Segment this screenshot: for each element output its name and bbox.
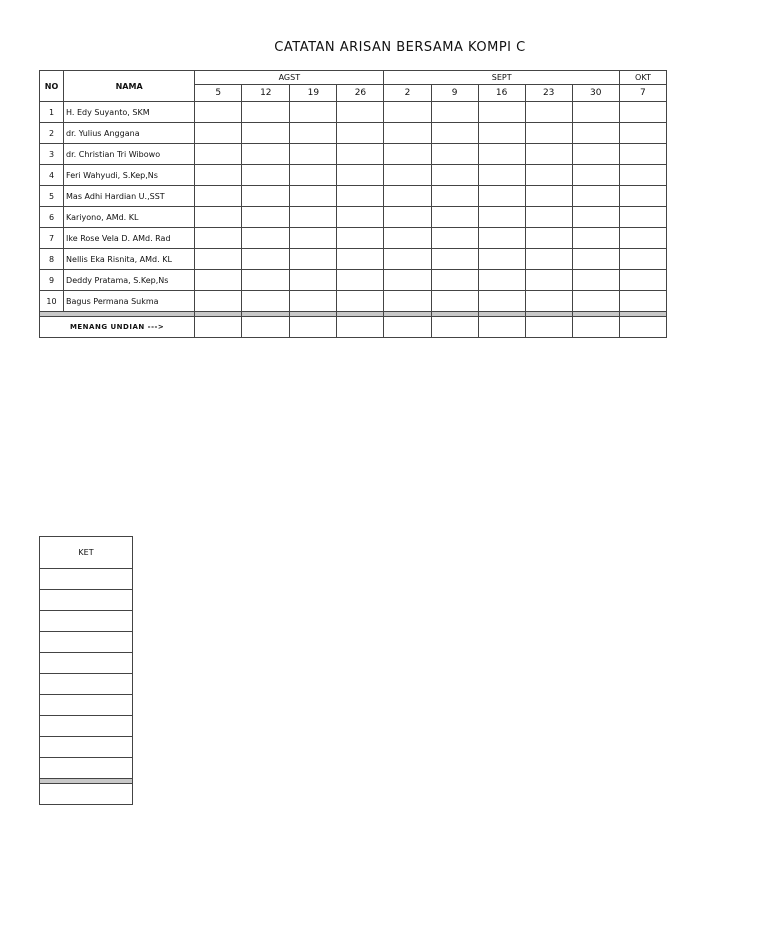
payment-cell[interactable] bbox=[619, 270, 666, 291]
payment-cell[interactable] bbox=[242, 207, 290, 228]
payment-cell[interactable] bbox=[337, 144, 384, 165]
payment-cell[interactable] bbox=[431, 249, 478, 270]
column-header-no: NO bbox=[40, 71, 64, 102]
winner-cell[interactable] bbox=[478, 317, 525, 338]
payment-cell[interactable] bbox=[290, 102, 337, 123]
ket-row bbox=[40, 737, 133, 758]
member-name: dr. Yulius Anggana bbox=[64, 123, 195, 144]
date-header: 5 bbox=[195, 85, 242, 102]
payment-cell[interactable] bbox=[478, 207, 525, 228]
payment-cell[interactable] bbox=[572, 249, 619, 270]
ket-cell[interactable] bbox=[40, 716, 133, 737]
payment-cell[interactable] bbox=[478, 270, 525, 291]
payment-cell[interactable] bbox=[195, 270, 242, 291]
payment-cell[interactable] bbox=[242, 123, 290, 144]
row-number: 2 bbox=[40, 123, 64, 144]
date-header: 26 bbox=[337, 85, 384, 102]
payment-cell[interactable] bbox=[195, 249, 242, 270]
payment-cell[interactable] bbox=[619, 207, 666, 228]
payment-cell[interactable] bbox=[619, 186, 666, 207]
payment-cell[interactable] bbox=[478, 123, 525, 144]
ket-row bbox=[40, 569, 133, 590]
table-row bbox=[40, 207, 667, 228]
payment-cell[interactable] bbox=[431, 186, 478, 207]
payment-cell[interactable] bbox=[525, 291, 572, 312]
payment-cell[interactable] bbox=[572, 228, 619, 249]
payment-cell[interactable] bbox=[242, 270, 290, 291]
payment-cell[interactable] bbox=[384, 207, 431, 228]
payment-cell[interactable] bbox=[242, 291, 290, 312]
member-name: Ike Rose Vela D. AMd. Rad bbox=[64, 228, 195, 249]
ket-row bbox=[40, 653, 133, 674]
payment-cell[interactable] bbox=[337, 270, 384, 291]
ket-cell[interactable] bbox=[40, 784, 133, 805]
row-number: 6 bbox=[40, 207, 64, 228]
winner-cell[interactable] bbox=[195, 317, 242, 338]
ket-row bbox=[40, 716, 133, 737]
ket-cell[interactable] bbox=[40, 674, 133, 695]
month-header: OKT bbox=[619, 71, 666, 85]
column-header-nama: NAMA bbox=[64, 71, 195, 102]
ket-cell[interactable] bbox=[40, 632, 133, 653]
winner-cell[interactable] bbox=[337, 317, 384, 338]
payment-cell[interactable] bbox=[478, 144, 525, 165]
payment-cell[interactable] bbox=[290, 123, 337, 144]
payment-cell[interactable] bbox=[619, 249, 666, 270]
payment-cell[interactable] bbox=[525, 249, 572, 270]
ket-cell[interactable] bbox=[40, 569, 133, 590]
ket-row bbox=[40, 784, 133, 805]
table-row bbox=[40, 144, 667, 165]
payment-cell[interactable] bbox=[525, 186, 572, 207]
table-row bbox=[40, 102, 667, 123]
ket-cell[interactable] bbox=[40, 590, 133, 611]
ket-cell[interactable] bbox=[40, 611, 133, 632]
payment-cell[interactable] bbox=[525, 102, 572, 123]
date-header: 19 bbox=[290, 85, 337, 102]
table-row bbox=[40, 228, 667, 249]
payment-cell[interactable] bbox=[195, 102, 242, 123]
payment-cell[interactable] bbox=[337, 102, 384, 123]
payment-cell[interactable] bbox=[384, 249, 431, 270]
payment-cell[interactable] bbox=[478, 102, 525, 123]
payment-cell[interactable] bbox=[431, 123, 478, 144]
payment-cell[interactable] bbox=[290, 186, 337, 207]
payment-cell[interactable] bbox=[572, 123, 619, 144]
payment-cell[interactable] bbox=[337, 165, 384, 186]
winner-cell[interactable] bbox=[242, 317, 290, 338]
row-number: 4 bbox=[40, 165, 64, 186]
row-number: 8 bbox=[40, 249, 64, 270]
payment-cell[interactable] bbox=[431, 102, 478, 123]
row-number: 10 bbox=[40, 291, 64, 312]
payment-cell[interactable] bbox=[384, 270, 431, 291]
member-name: Nellis Eka Risnita, AMd. KL bbox=[64, 249, 195, 270]
payment-cell[interactable] bbox=[337, 207, 384, 228]
member-name: Deddy Pratama, S.Kep,Ns bbox=[64, 270, 195, 291]
payment-cell[interactable] bbox=[619, 165, 666, 186]
winner-cell[interactable] bbox=[572, 317, 619, 338]
payment-cell[interactable] bbox=[290, 165, 337, 186]
payment-cell[interactable] bbox=[619, 291, 666, 312]
winner-cell[interactable] bbox=[384, 317, 431, 338]
winner-row bbox=[40, 317, 667, 338]
row-number: 9 bbox=[40, 270, 64, 291]
table-row bbox=[40, 123, 667, 144]
date-header: 9 bbox=[431, 85, 478, 102]
table-row bbox=[40, 165, 667, 186]
month-header: SEPT bbox=[384, 71, 619, 85]
payment-cell[interactable] bbox=[619, 123, 666, 144]
page-title: CATATAN ARISAN BERSAMA KOMPI C bbox=[274, 40, 526, 55]
payment-cell[interactable] bbox=[525, 123, 572, 144]
payment-cell[interactable] bbox=[337, 228, 384, 249]
date-header: 30 bbox=[572, 85, 619, 102]
payment-cell[interactable] bbox=[195, 123, 242, 144]
ket-row bbox=[40, 632, 133, 653]
payment-cell[interactable] bbox=[572, 270, 619, 291]
payment-cell[interactable] bbox=[478, 291, 525, 312]
payment-cell[interactable] bbox=[290, 144, 337, 165]
row-number: 5 bbox=[40, 186, 64, 207]
ket-cell[interactable] bbox=[40, 758, 133, 779]
payment-cell[interactable] bbox=[431, 207, 478, 228]
payment-cell[interactable] bbox=[431, 270, 478, 291]
ket-row bbox=[40, 590, 133, 611]
payment-cell[interactable] bbox=[384, 144, 431, 165]
payment-cell[interactable] bbox=[337, 291, 384, 312]
payment-cell[interactable] bbox=[572, 207, 619, 228]
payment-cell[interactable] bbox=[478, 186, 525, 207]
payment-cell[interactable] bbox=[525, 144, 572, 165]
payment-cell[interactable] bbox=[195, 186, 242, 207]
ket-row bbox=[40, 611, 133, 632]
payment-cell[interactable] bbox=[195, 228, 242, 249]
row-number: 1 bbox=[40, 102, 64, 123]
payment-cell[interactable] bbox=[619, 228, 666, 249]
payment-cell[interactable] bbox=[384, 165, 431, 186]
member-name: H. Edy Suyanto, SKM bbox=[64, 102, 195, 123]
table-row bbox=[40, 291, 667, 312]
ket-row bbox=[40, 758, 133, 779]
payment-cell[interactable] bbox=[572, 291, 619, 312]
payment-cell[interactable] bbox=[242, 186, 290, 207]
payment-cell[interactable] bbox=[195, 144, 242, 165]
date-header: 7 bbox=[619, 85, 666, 102]
payment-cell[interactable] bbox=[337, 186, 384, 207]
payment-cell[interactable] bbox=[242, 249, 290, 270]
payment-cell[interactable] bbox=[242, 165, 290, 186]
ket-row bbox=[40, 674, 133, 695]
payment-cell[interactable] bbox=[337, 123, 384, 144]
winner-cell[interactable] bbox=[619, 317, 666, 338]
payment-cell[interactable] bbox=[337, 249, 384, 270]
payment-cell[interactable] bbox=[384, 102, 431, 123]
member-name: dr. Christian Tri Wibowo bbox=[64, 144, 195, 165]
winner-label: MENANG UNDIAN ---> bbox=[40, 317, 195, 338]
payment-cell[interactable] bbox=[525, 207, 572, 228]
payment-cell[interactable] bbox=[525, 165, 572, 186]
payment-cell[interactable] bbox=[431, 144, 478, 165]
ket-cell[interactable] bbox=[40, 695, 133, 716]
table-row bbox=[40, 186, 667, 207]
member-name: Kariyono, AMd. KL bbox=[64, 207, 195, 228]
payment-cell[interactable] bbox=[572, 165, 619, 186]
payment-cell[interactable] bbox=[384, 228, 431, 249]
payment-cell[interactable] bbox=[384, 123, 431, 144]
payment-cell[interactable] bbox=[572, 186, 619, 207]
date-header: 12 bbox=[242, 85, 290, 102]
member-name: Bagus Permana Sukma bbox=[64, 291, 195, 312]
row-number: 7 bbox=[40, 228, 64, 249]
ket-table bbox=[39, 536, 133, 805]
payment-cell[interactable] bbox=[619, 102, 666, 123]
payment-cell[interactable] bbox=[431, 228, 478, 249]
payment-cell[interactable] bbox=[290, 270, 337, 291]
payment-cell[interactable] bbox=[290, 228, 337, 249]
payment-cell[interactable] bbox=[431, 165, 478, 186]
payment-cell[interactable] bbox=[431, 291, 478, 312]
date-header: 16 bbox=[478, 85, 525, 102]
table-row bbox=[40, 249, 667, 270]
payment-cell[interactable] bbox=[619, 144, 666, 165]
payment-cell[interactable] bbox=[242, 102, 290, 123]
payment-cell[interactable] bbox=[195, 165, 242, 186]
member-name: Feri Wahyudi, S.Kep,Ns bbox=[64, 165, 195, 186]
payment-cell[interactable] bbox=[242, 228, 290, 249]
ket-header: KET bbox=[40, 537, 133, 569]
payment-cell[interactable] bbox=[525, 270, 572, 291]
payment-cell[interactable] bbox=[525, 228, 572, 249]
payment-cell[interactable] bbox=[384, 291, 431, 312]
ket-row bbox=[40, 695, 133, 716]
ket-cell[interactable] bbox=[40, 737, 133, 758]
payment-cell[interactable] bbox=[478, 228, 525, 249]
payment-cell[interactable] bbox=[478, 165, 525, 186]
date-header: 23 bbox=[525, 85, 572, 102]
payment-cell[interactable] bbox=[478, 249, 525, 270]
winner-cell[interactable] bbox=[290, 317, 337, 338]
row-number: 3 bbox=[40, 144, 64, 165]
payment-cell[interactable] bbox=[242, 144, 290, 165]
payment-cell[interactable] bbox=[290, 291, 337, 312]
payment-cell[interactable] bbox=[572, 144, 619, 165]
date-header: 2 bbox=[384, 85, 431, 102]
winner-cell[interactable] bbox=[525, 317, 572, 338]
ket-cell[interactable] bbox=[40, 653, 133, 674]
member-name: Mas Adhi Hardian U.,SST bbox=[64, 186, 195, 207]
month-header: AGST bbox=[195, 71, 384, 85]
payment-cell[interactable] bbox=[384, 186, 431, 207]
payment-cell[interactable] bbox=[290, 207, 337, 228]
payment-cell[interactable] bbox=[290, 249, 337, 270]
payment-cell[interactable] bbox=[195, 207, 242, 228]
arisan-table bbox=[39, 70, 667, 338]
winner-cell[interactable] bbox=[431, 317, 478, 338]
payment-cell[interactable] bbox=[572, 102, 619, 123]
table-row bbox=[40, 270, 667, 291]
payment-cell[interactable] bbox=[195, 291, 242, 312]
